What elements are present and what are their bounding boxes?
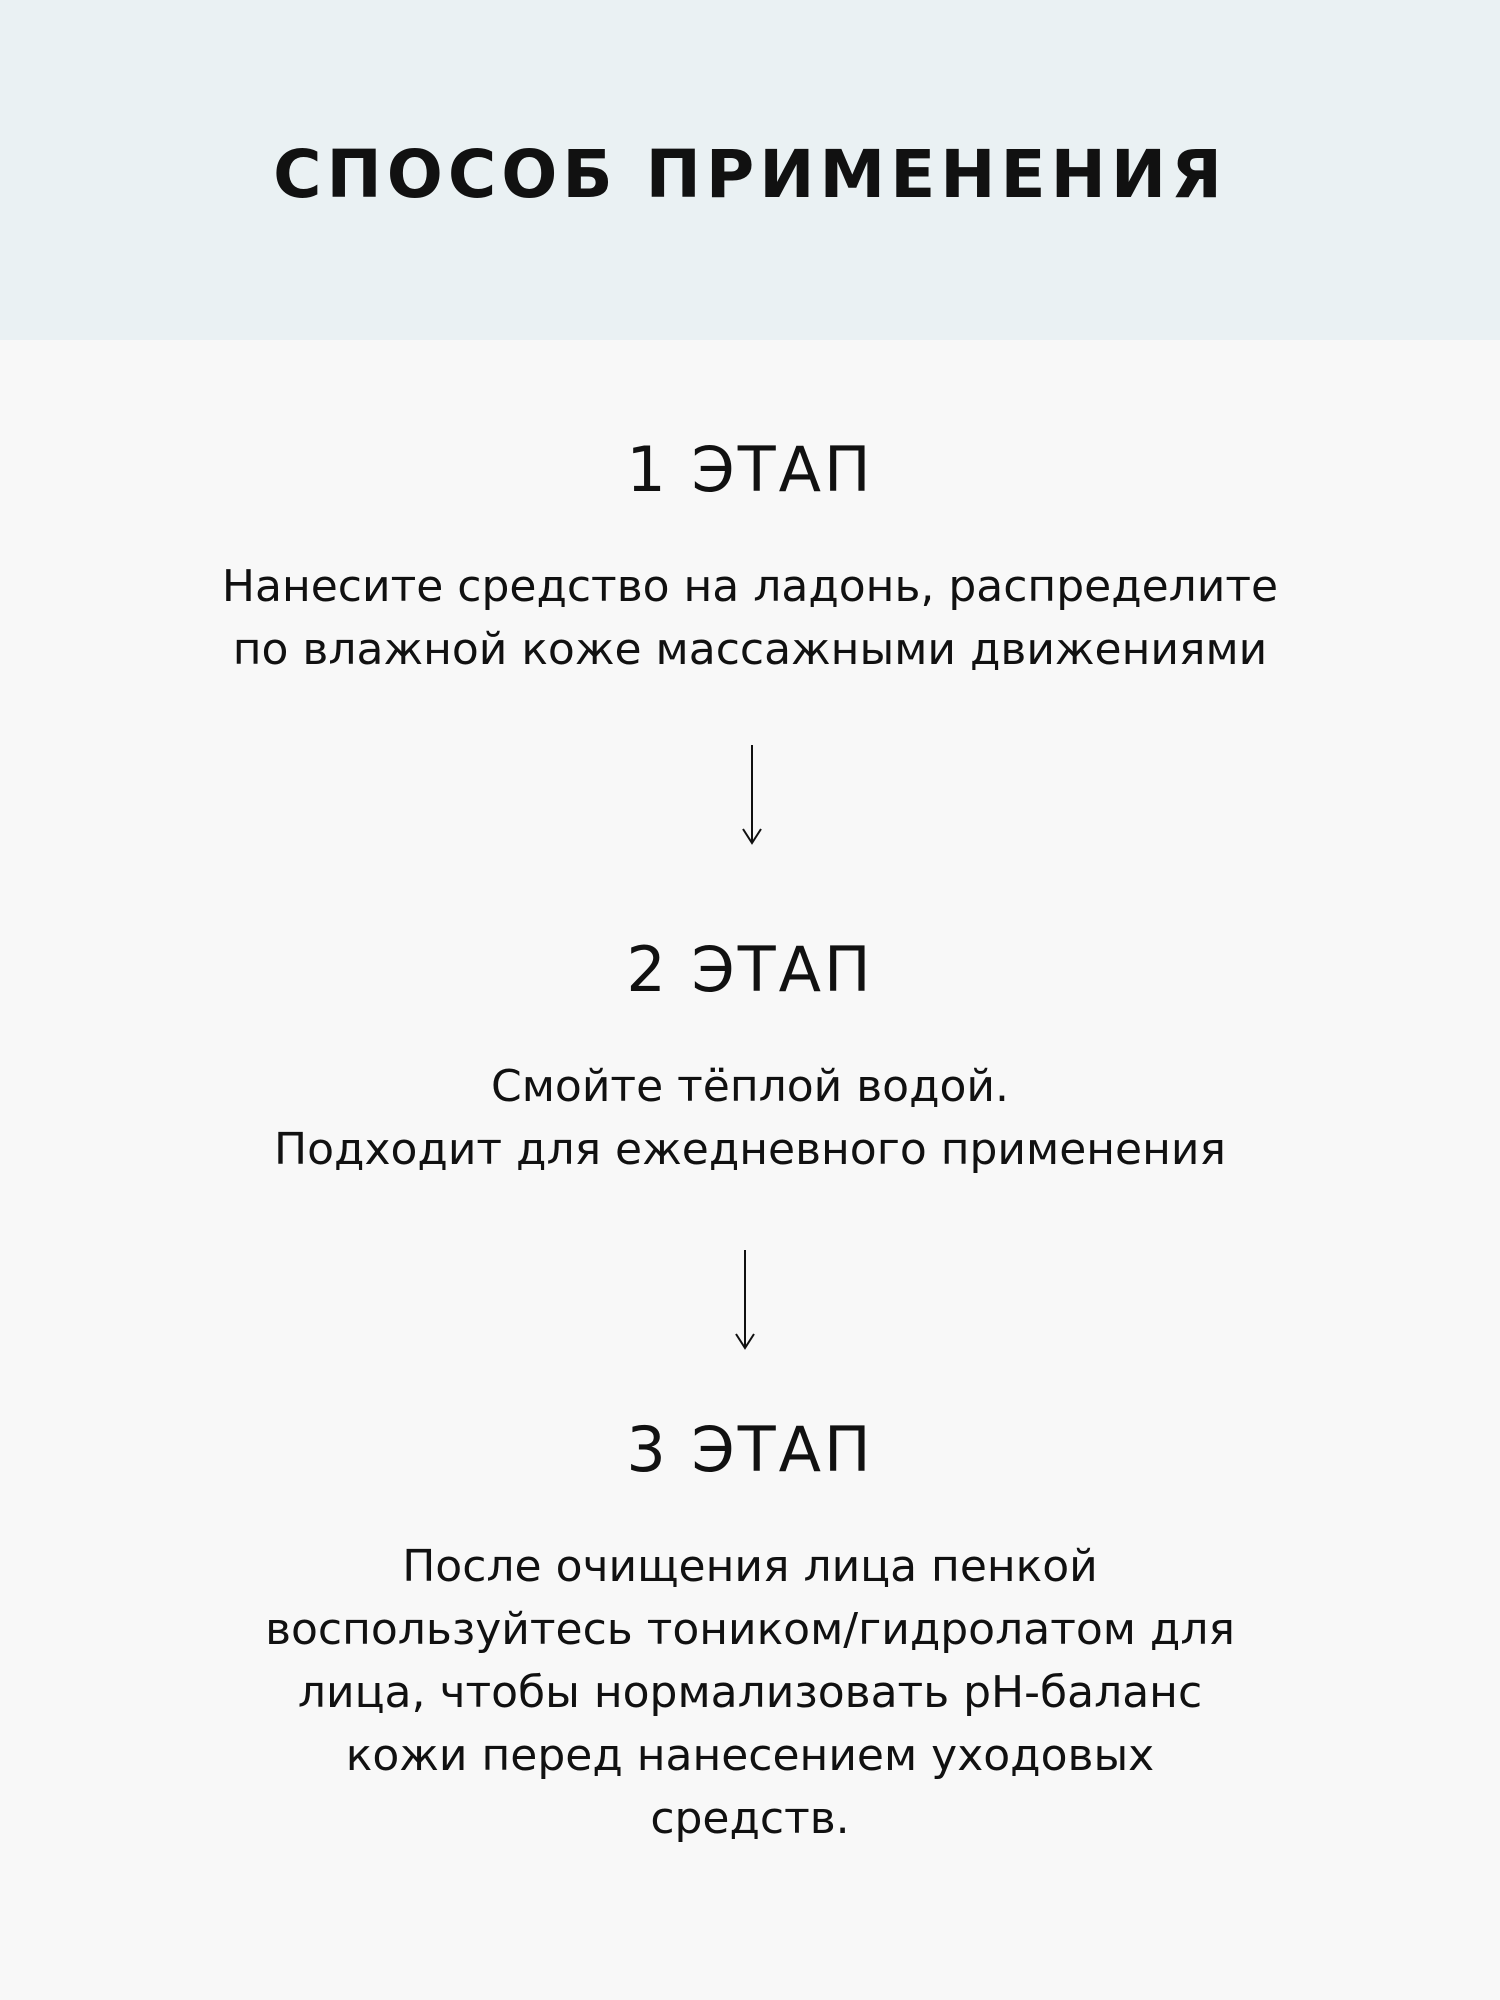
step-3-title: 3 ЭТАП xyxy=(626,1413,874,1486)
step-3-line-3: лица, чтобы нормализовать pH-баланс xyxy=(297,1667,1203,1718)
step-1-title: 1 ЭТАП xyxy=(626,433,874,506)
step-1-description xyxy=(100,555,1400,681)
arrow-down-icon xyxy=(730,1250,760,1350)
step-1-line-1: Нанесите средство на ладонь, распределите xyxy=(221,561,1279,612)
step-3-line-5: средств. xyxy=(650,1793,850,1844)
step-2-description xyxy=(100,1055,1400,1181)
step-2-line-2: Подходит для ежедневного применения xyxy=(274,1124,1226,1175)
page-title: СПОСОБ ПРИМЕНЕНИЯ xyxy=(273,136,1227,213)
step-1-line-2: по влажной коже массажными движениями xyxy=(232,624,1268,675)
step-3-line-4: кожи перед нанесением уходовых xyxy=(345,1730,1155,1781)
header-banner xyxy=(0,0,1500,340)
step-2-line-1: Смойте тёплой водой. xyxy=(491,1061,1009,1112)
step-3-line-1: После очищения лица пенкой xyxy=(402,1541,1098,1592)
step-2-title: 2 ЭТАП xyxy=(626,933,874,1006)
step-3-description xyxy=(100,1535,1400,1850)
step-3-line-2: воспользуйтесь тоником/гидролатом для xyxy=(265,1604,1235,1655)
arrow-down-icon xyxy=(737,745,767,845)
